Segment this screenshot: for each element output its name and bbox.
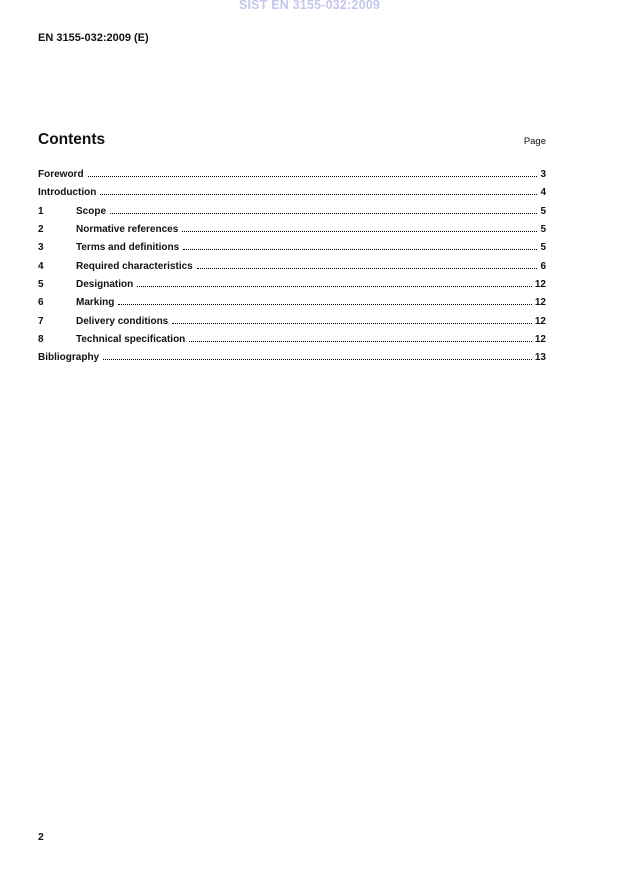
toc-entry-label: Scope [76, 205, 107, 217]
toc-entry-page: 12 [534, 279, 546, 291]
toc-entry-page: 12 [534, 334, 546, 346]
toc-entry-page: 5 [540, 242, 546, 254]
toc-entry-page: 5 [540, 205, 546, 217]
toc-entry [38, 239, 546, 257]
toc-entry-label: Introduction [38, 187, 97, 199]
toc-entry-label: Delivery conditions [76, 315, 169, 327]
toc-entry [38, 294, 546, 312]
toc-leader-dots [189, 341, 532, 342]
toc-leader-dots [182, 231, 537, 232]
toc-leader-dots [118, 304, 532, 305]
toc-entry-label: Terms and definitions [76, 242, 180, 254]
toc-leader-dots [137, 286, 532, 287]
toc-entry [38, 331, 546, 349]
toc-entry [38, 349, 546, 367]
toc-leader-dots [197, 268, 538, 269]
toc-entry [38, 221, 546, 239]
toc-leader-dots [100, 194, 537, 195]
toc-entry [38, 184, 546, 202]
toc-leader-dots [183, 249, 537, 250]
watermark-header: SIST EN 3155-032:2009 [238, 0, 381, 12]
toc-entry-label: Bibliography [38, 352, 100, 364]
contents-heading: Contents [38, 131, 106, 148]
toc-entry [38, 166, 546, 184]
toc-entry-number: 5 [38, 279, 44, 291]
toc-entry [38, 203, 546, 221]
toc-entry-number: 6 [38, 297, 44, 309]
page-column-label: Page [523, 136, 546, 147]
toc-entry [38, 313, 546, 331]
toc-entry-number: 7 [38, 315, 44, 327]
toc-entry-label: Designation [76, 279, 134, 291]
toc-entry-label: Normative references [76, 224, 179, 236]
toc-entry-page: 5 [540, 224, 546, 236]
toc-entry-label: Required characteristics [76, 260, 193, 272]
footer-page-number: 2 [38, 831, 44, 843]
toc-entry-page: 13 [534, 352, 546, 364]
toc-entry-number: 1 [38, 205, 44, 217]
toc-entry [38, 258, 546, 276]
toc-entry-label: Foreword [38, 169, 84, 180]
toc-entry-page: 6 [540, 260, 546, 272]
toc-entry-number: 8 [38, 334, 44, 346]
toc-leader-dots [172, 323, 532, 324]
toc-entry-page: 12 [534, 297, 546, 309]
toc-entry-number: 4 [38, 260, 44, 272]
toc-entry-page: 4 [540, 187, 546, 199]
toc-entry-label: Marking [76, 297, 115, 309]
toc-entry [38, 276, 546, 294]
toc-leader-dots [103, 359, 532, 360]
toc-entry-label: Technical specification [76, 334, 186, 346]
toc-entry-number: 2 [38, 224, 44, 236]
toc-entry-page: 3 [540, 169, 546, 180]
toc-entry-page: 12 [534, 315, 546, 327]
toc-entry-number: 3 [38, 242, 44, 254]
toc-leader-dots [110, 213, 537, 214]
table-of-contents [38, 166, 546, 368]
toc-leader-dots [88, 176, 538, 177]
document-reference: EN 3155-032:2009 (E) [38, 32, 149, 44]
